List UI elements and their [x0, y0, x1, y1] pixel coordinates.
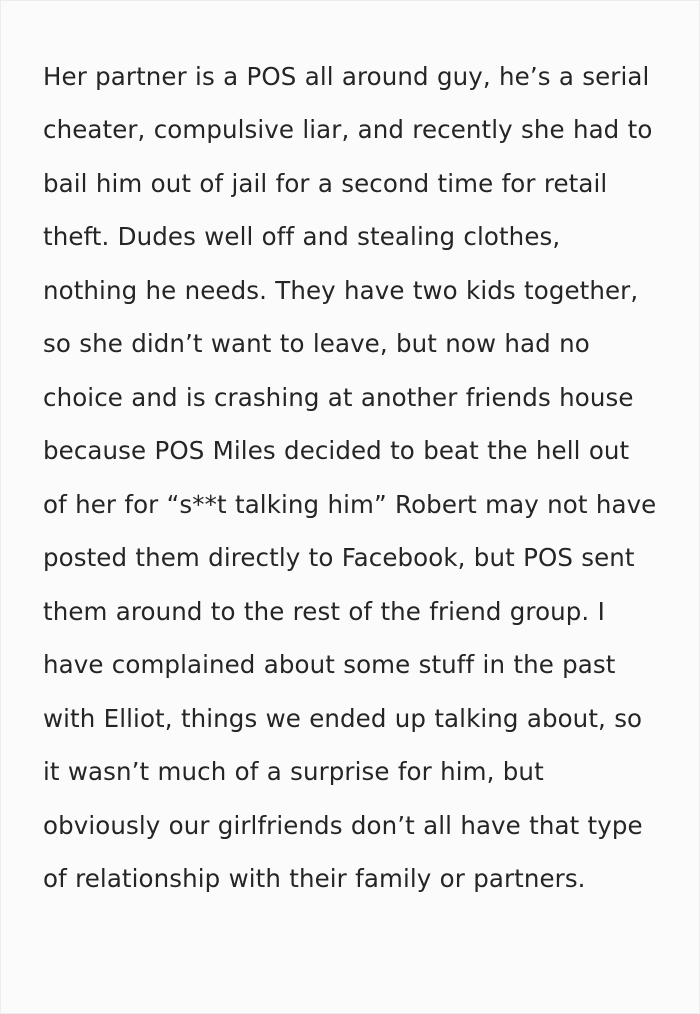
story-body-text: Her partner is a POS all around guy, he’s a serial cheater, compulsive liar, and recently she had to bail him out of jail for a second time for retail theft. Dudes well off and stealing clothes, nothing he needs. They have two kids together, so she didn’t want to leave, but now had no choice and is crashing at another friends house because POS Miles decided to beat the hell out of her for “s**t talking him” Robert may not have posted them directly to Facebook, but POS sent them around to the rest of the friend group. I have complained about some stuff in the past with Elliot, things we ended up talking about, so it wasn’t much of a surprise for him, but obviously our girlfriends don’t all have that type of relationship with their family or partners. [43, 61, 665, 893]
